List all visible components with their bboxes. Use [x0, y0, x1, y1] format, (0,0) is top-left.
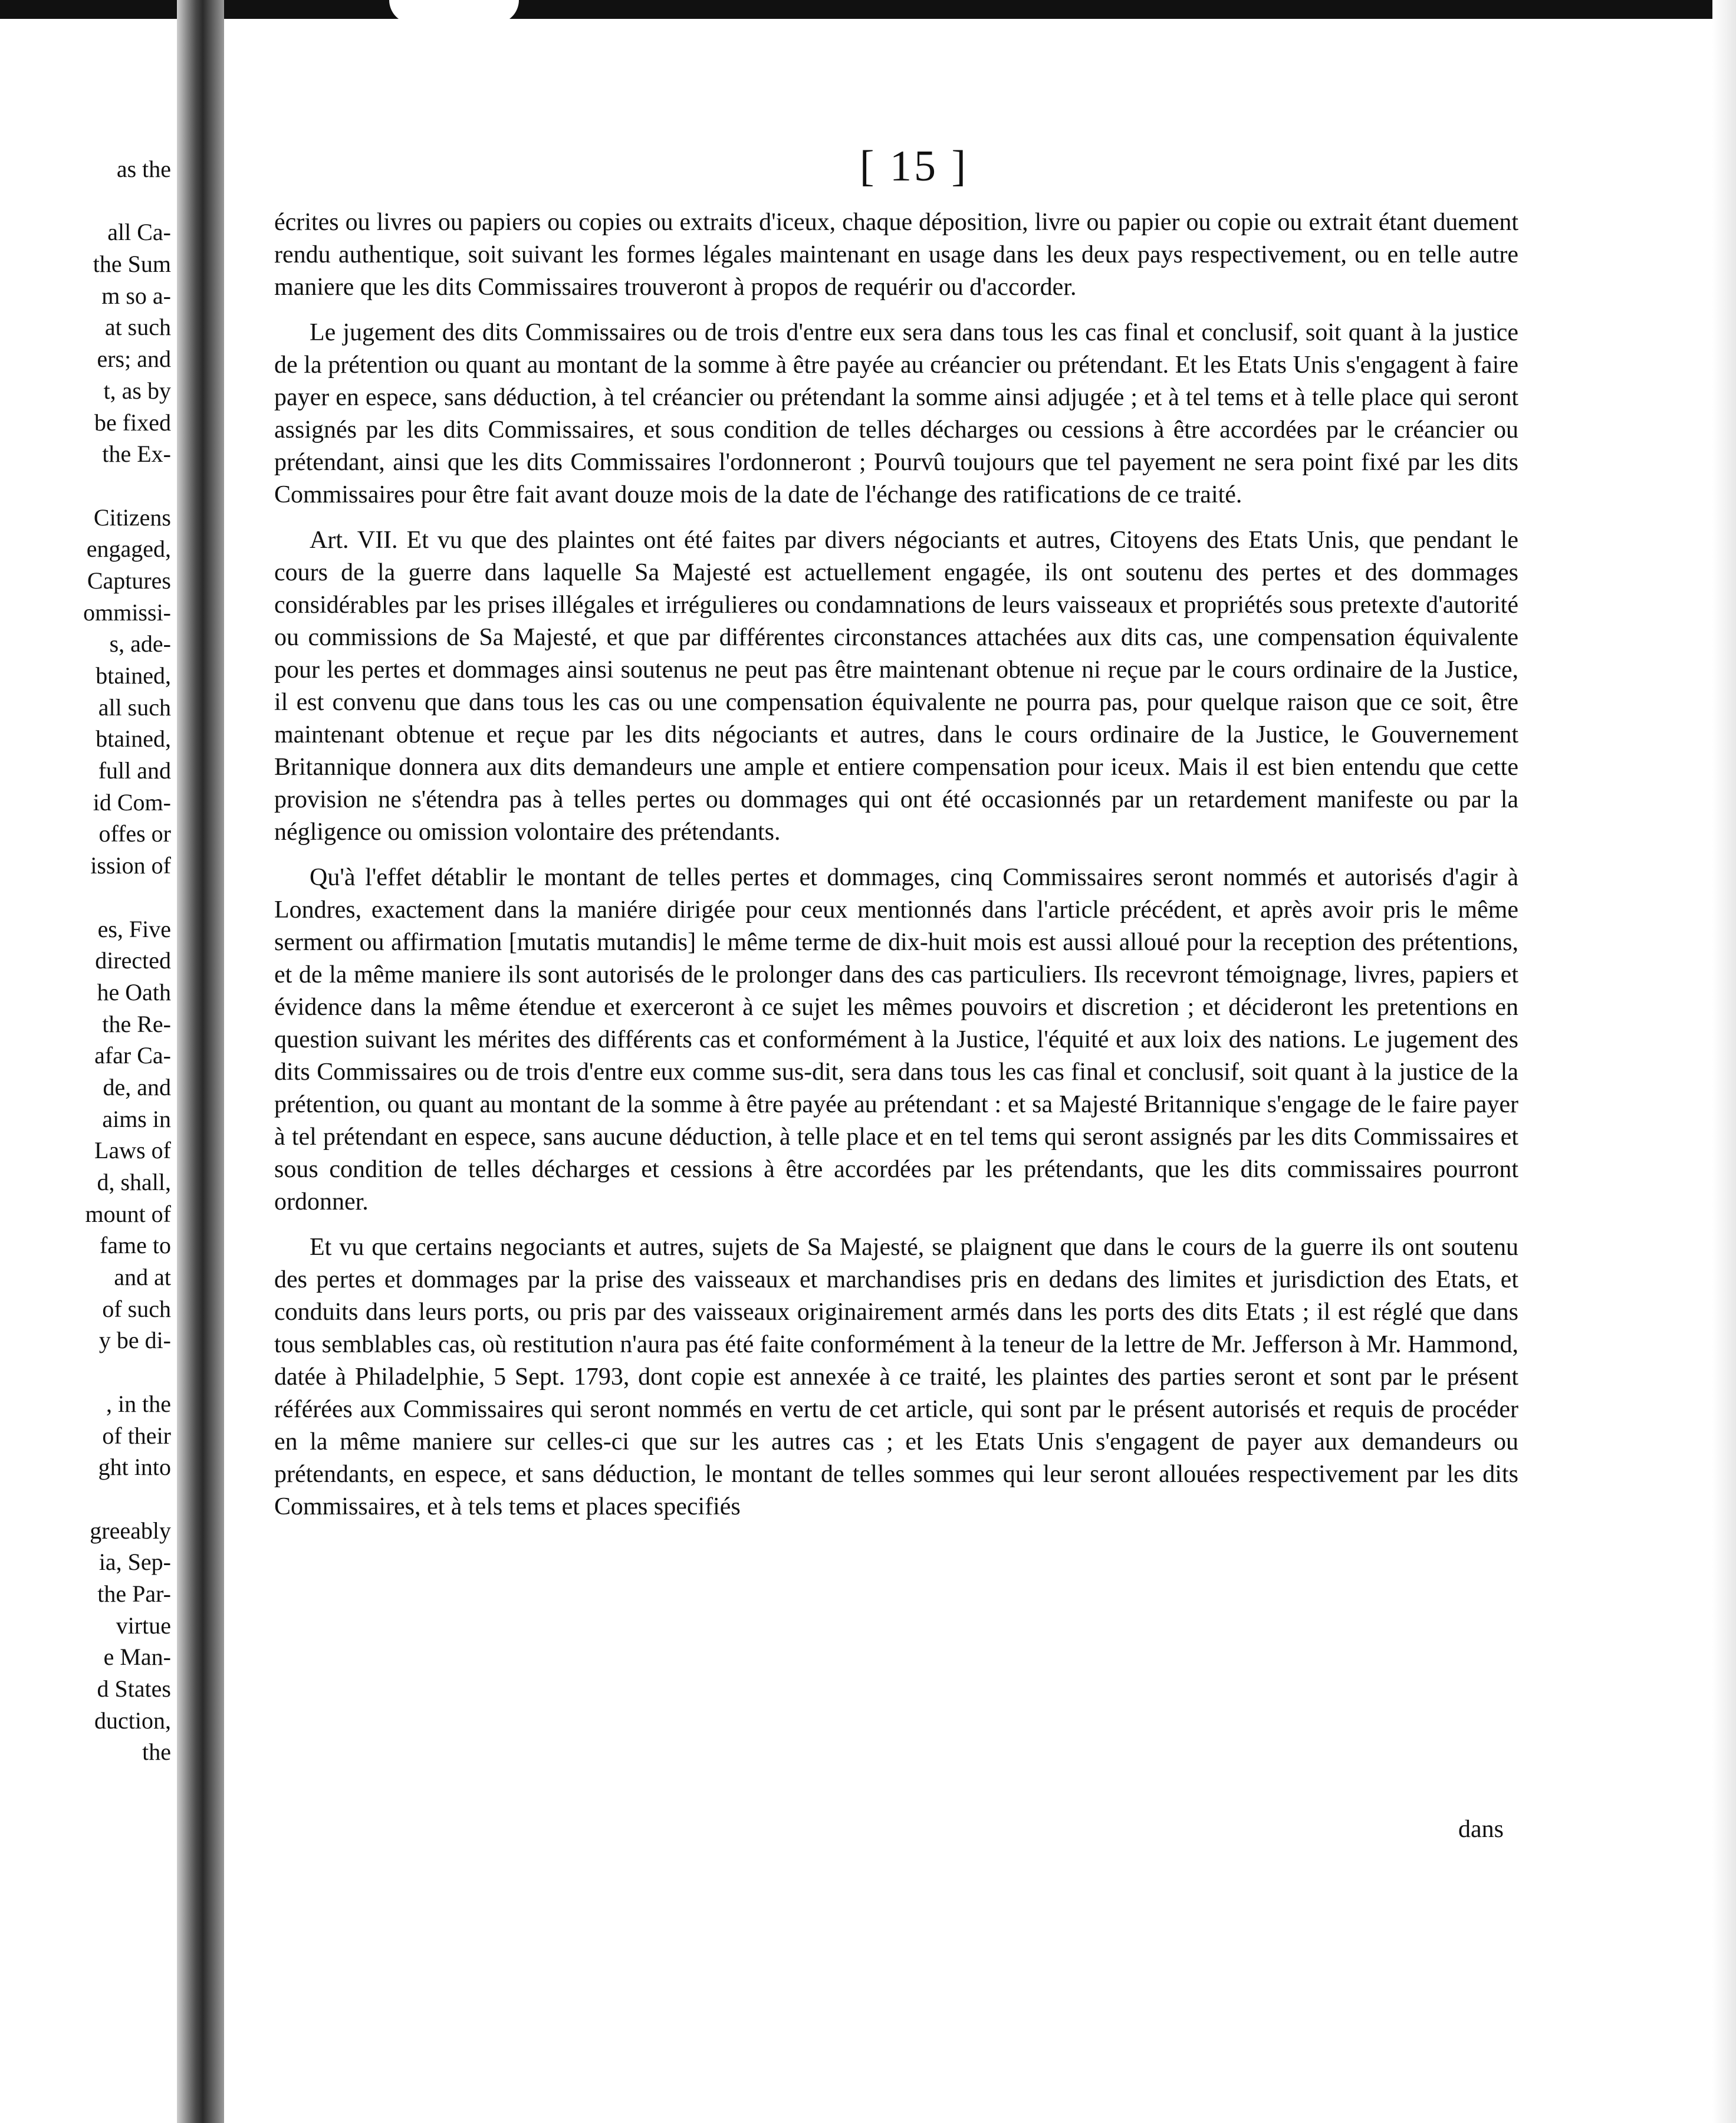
book-gutter [177, 0, 224, 2123]
paragraph-article-vii: Art. VII. Et vu que des plaintes ont été faites par divers négociants et autres, Citoyens des Etats Unis, que pendant le cours de la guerre dans laquelle Sa Majesté est actuellement engagée, ils ont soutenu des pertes et des dommages considérables par les prises illégales et irrégulieres ou condamnations de leurs vaisseaux et propriétés sous pretexte d'autorité ou commissions de Sa Majesté, et que par différentes circonstances attachées aux dits cas, une compensation équivalente pour les pertes et dommages ainsi soutenus ne peut pas être maintenant obtenue ni reçue par le cours ordinaire de la Justice, il est convenu que dans tous les cas ou une compensation équivalente ne pourra pas, pour quelque raison que ce soit, être maintenant obtenue et reçue par les dits négociants et autres, dans le cours ordinaire de la Justice, le Gouvernement Britannique donnera aux dits demandeurs une ample et entiere compensation pour iceux. Mais il est bien entendu que cette provision ne s'étendra pas à telles pertes ou dommages qui ont été occasionnés par un retardement manifeste ou par la négligence ou omission volontaire des prétendants. [274, 527, 1518, 846]
left-page-line: id Com- [93, 788, 171, 816]
left-page-line: aims in [102, 1105, 171, 1132]
left-page-line: greeably [90, 1517, 171, 1544]
left-page-line: directed [95, 947, 171, 974]
left-page-line: btained, [96, 725, 171, 752]
left-page-line: e Man- [103, 1644, 171, 1671]
left-page-line: , in the [106, 1390, 171, 1417]
left-page-fragments [0, 153, 171, 1768]
paragraph-commissioners: Qu'à l'effet détablir le montant de telles pertes et dommages, cinq Commissaires seront nommés et autorisés d'agir à Londres, exactement dans la maniére dirigée pour ceux mentionnés dans l'article précédent, et après avoir pris le même serment ou affirmation [mutatis mutandis] le même terme de dix-huit mois est aussi alloué pour la reception des prétentions, et de la même maniere ils sont autorisés de le prolonger dans des cas particuliers. Ils recevront témoignage, livres, papiers et évidence dans la même étendue et exerceront à ce sujet les mêmes pouvoirs et discretion ; et décideront les pretentions en question suivant les mérites des différents cas et conformément à la Justice, l'équité et aux loix des nations. Le jugement des dits Commissaires ou de trois d'entre eux comme sus-dit, sera dans tous les cas final et conclusif, soit quant à la justice de la prétention, ou quant au montant de la somme à être payée au prétendant : et sa Majesté Britannique s'engage de le faire payer à tel prétendant en espece, sans aucune déduction, à telle place et en tel tems qui seront assignés par les dits Commissaires et sous condition de telles décharges et cessions à être accordées par les prétendants, que les dits commissaires pourront ordonner. [274, 864, 1518, 1215]
left-page-line: de, and [103, 1073, 171, 1100]
left-page-line: fame to [99, 1232, 171, 1259]
left-page-line: the Sum [93, 251, 171, 278]
left-page-line: Laws of [94, 1137, 171, 1164]
left-page-line: ers; and [97, 346, 171, 373]
scan-top-edge [0, 0, 1736, 19]
left-page-line [0, 470, 171, 502]
page-number: [ 15 ] [859, 142, 969, 190]
paragraph-continuation: écrites ou livres ou papiers ou copies ou extraits d'iceux, chaque déposition, livre ou papier ou copie ou extrait étant duement rendu authentique, soit suivant les formes légales maintenant en usage dans les deux pays respectivement, ou en telle autre maniere que les dits Commissaires trouveront à propos de requérir ou d'accorder. [274, 209, 1518, 301]
page-edge-shadow [1712, 0, 1736, 2123]
left-page-line: ommissi- [83, 599, 171, 626]
left-page-line: es, Five [97, 915, 171, 942]
main-text [274, 206, 1518, 1523]
left-page-line [0, 1483, 171, 1515]
left-page-line: all such [98, 694, 171, 721]
left-page-line: m so a- [101, 282, 171, 309]
left-page-line: all Ca- [107, 219, 171, 246]
left-page-line: the Ex- [102, 441, 171, 468]
left-page-line: d, shall, [97, 1169, 171, 1195]
left-page-line: d States [97, 1675, 171, 1702]
left-page-line: t, as by [103, 377, 171, 404]
left-page-line: s, ade- [109, 630, 171, 658]
left-page-line: virtue [116, 1612, 171, 1639]
left-page-line: as the [116, 156, 171, 182]
left-page-line: ght into [98, 1454, 171, 1481]
left-page-line: offes or [98, 820, 171, 847]
left-page-line: y be di- [98, 1327, 171, 1354]
left-page-line: the Par- [97, 1580, 171, 1607]
left-page-line: duction, [94, 1707, 171, 1734]
left-page-line: ia, Sep- [98, 1549, 171, 1576]
left-page-line: engaged, [86, 535, 171, 563]
left-page-line: of their [102, 1422, 171, 1449]
left-page-line: afar Ca- [94, 1042, 171, 1069]
left-page-line: the [142, 1739, 171, 1766]
left-page-line: at such [104, 314, 171, 341]
left-page-line [0, 882, 171, 913]
scan-top-blot [389, 0, 519, 24]
left-page-line: Citizens [93, 504, 171, 531]
left-page-line: btained, [96, 662, 171, 689]
left-page-line [0, 1356, 171, 1388]
paragraph-merchants: Et vu que certains negociants et autres, sujets de Sa Majesté, se plaignent que dans le cours de la guerre ils ont soutenu des pertes et dommages par la prise des vaisseaux et marchandises pris en dedans des limites et jurisdiction des Etats, et conduits dans leurs ports, ou pris par des vaisseaux originairement armés dans les ports des dits Etats ; il est réglé que dans tous semblables cas, où restitution n'aura pas été faite conformément à la teneur de la lettre de Mr. Jefferson à Mr. Hammond, datée à Philadelphie, 5 Sept. 1793, dont copie est annexée à ce traité, les plaintes des parties seront et sont par le présent référées aux Commissaires qui seront nommés en vertu de cet article, qui sont par le présent autorisés et requis de procéder en la même maniere sur celles-ci que sur les autres cas ; et les Etats Unis s'engagent de payer aux demandeurs ou prétendants, en espece, et sans déduction, le montant de telles sommes qui leur seront allouées respectivement par les dits Commissaires, et à tels tems et places specifiés [274, 1234, 1518, 1520]
left-page-line: the Re- [102, 1010, 171, 1037]
left-page-line: and at [114, 1264, 171, 1291]
left-page-line: mount of [85, 1200, 171, 1227]
paragraph-judgement: Le jugement des dits Commissaires ou de trois d'entre eux sera dans tous les cas final et conclusif, soit quant à la justice de la prétention ou quant au montant de la somme à être payée au créancier ou prétendant. Et les Etats Unis s'engagent à faire payer en espece, sans déduction, à tel créancier ou prétendant la somme ainsi adjugée ; et à tel tems et à telle place qui seront assignés par les dits Commissaires, et sous condition de telles décharges ou cessions à être accordées par le créancier ou prétendant, ainsi que les dits Commissaires l'ordonneront ; Pourvû toujours que tel payement ne sera point fixé par les dits Commissaires pour être fait avant douze mois de la date de l'échange des ratifications de ce traité. [274, 319, 1518, 508]
catchword: dans [1458, 1816, 1504, 1843]
left-page-line: full and [98, 757, 171, 784]
left-page-line [0, 185, 171, 217]
left-page-line: be fixed [94, 409, 171, 436]
left-page-line: Captures [87, 567, 171, 594]
left-page-line: of such [102, 1295, 171, 1322]
left-page-line: ission of [90, 852, 171, 879]
left-page-line: he Oath [97, 978, 171, 1005]
